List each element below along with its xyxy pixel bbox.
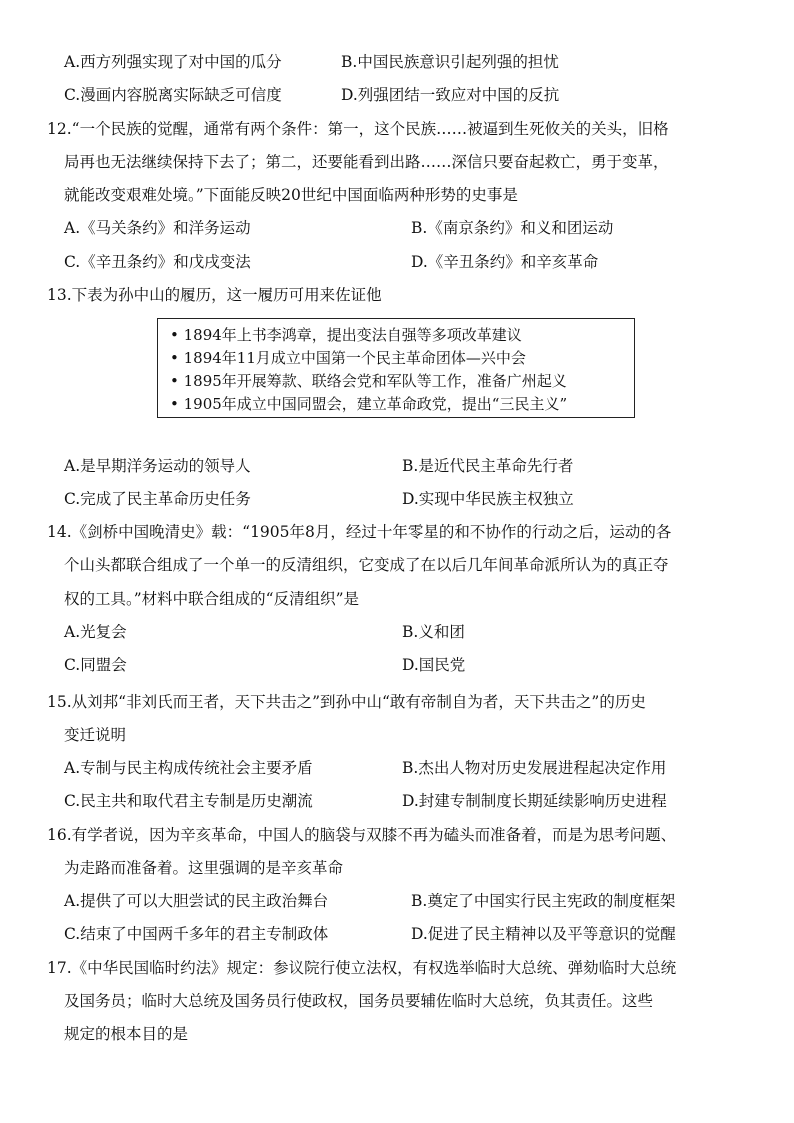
q11-option-c[interactable]: C.漫画内容脱离实际缺乏可信度 (64, 86, 282, 104)
q13-table-row: • 1894年11月成立中国第一个民主革命团体—兴中会 (170, 349, 526, 367)
q13-resume-table (157, 318, 635, 418)
q17-stem-line-2: 及国务员；临时大总统及国务员行使政权，国务员要辅佐临时大总统，负其责任。这些 (64, 992, 654, 1010)
q14-stem-line-2: 个山头都联合组成了一个单一的反清组织，它变成了在以后几年间革命派所认为的真正夺 (64, 556, 669, 574)
q15-option-c[interactable]: C.民主共和取代君主专制是历史潮流 (64, 792, 313, 810)
q13-stem-line-1: 13.下表为孙中山的履历，这一履历可用来佐证他 (47, 286, 382, 304)
q14-option-b[interactable]: B.义和团 (402, 623, 465, 641)
q17-stem-line-3: 规定的根本目的是 (64, 1025, 189, 1043)
q12-option-d[interactable]: D.《辛丑条约》和辛亥革命 (411, 253, 599, 271)
q12-stem-line-1: 12.“一个民族的觉醒，通常有两个条件：第一，这个民族……被逼到生死攸关的关头，旧格 (47, 120, 669, 138)
q14-option-d[interactable]: D.国民党 (402, 656, 466, 674)
q16-stem-line-1: 16.有学者说，因为辛亥革命，中国人的脑袋与双膝不再为磕头而准备着，而是为思考问题、 (47, 826, 677, 844)
q14-option-c[interactable]: C.同盟会 (64, 656, 127, 674)
q11-option-b[interactable]: B.中国民族意识引起列强的担忧 (341, 53, 559, 71)
q12-option-b[interactable]: B.《南京条约》和义和团运动 (411, 219, 614, 237)
q13-table-row: • 1905年成立中国同盟会，建立革命政党，提出“三民主义” (170, 395, 568, 413)
q14-option-a[interactable]: A.光复会 (64, 623, 127, 641)
q15-option-b[interactable]: B.杰出人物对历史发展进程起决定作用 (402, 759, 667, 777)
q15-stem-line-2: 变迁说明 (64, 726, 127, 744)
q13-option-d[interactable]: D.实现中华民族主权独立 (402, 490, 574, 508)
q14-stem-line-1: 14.《剑桥中国晚清史》载：“1905年8月，经过十年零星的和不协作的行动之后，运动的各 (47, 523, 672, 541)
q12-option-c[interactable]: C.《辛丑条约》和戊戌变法 (64, 253, 251, 271)
q12-option-a[interactable]: A.《马关条约》和洋务运动 (64, 219, 251, 237)
q11-option-d[interactable]: D.列强团结一致应对中国的反抗 (341, 86, 560, 104)
q12-stem-line-2: 局再也无法继续保持下去了；第二，还要能看到出路……深信只要奋起救亡，勇于变革， (64, 153, 669, 171)
q15-stem-line-1: 15.从刘邦“非刘氏而王者，天下共击之”到孙中山“敢有帝制自为者，天下共击之”的历史 (47, 693, 646, 711)
q13-option-b[interactable]: B.是近代民主革命先行者 (402, 457, 574, 475)
q16-option-b[interactable]: B.奠定了中国实行民主宪政的制度框架 (411, 892, 676, 910)
q15-option-a[interactable]: A.专制与民主构成传统社会主要矛盾 (64, 759, 313, 777)
q16-option-a[interactable]: A.提供了可以大胆尝试的民主政治舞台 (64, 892, 329, 910)
q16-option-c[interactable]: C.结束了中国两千多年的君主专制政体 (64, 925, 329, 943)
q16-stem-line-2: 为走路而准备着。这里强调的是辛亥革命 (64, 859, 344, 877)
q13-option-c[interactable]: C.完成了民主革命历史任务 (64, 490, 251, 508)
q14-stem-line-3: 权的工具。”材料中联合组成的“反清组织”是 (64, 590, 360, 608)
q17-stem-line-1: 17.《中华民国临时约法》规定：参议院行使立法权，有权选举临时大总统、弹劾临时大总统 (47, 959, 677, 977)
q15-option-d[interactable]: D.封建专制制度长期延续影响历史进程 (402, 792, 667, 810)
q13-table-row: • 1895年开展筹款、联络会党和军队等工作，准备广州起义 (170, 372, 567, 390)
q13-option-a[interactable]: A.是早期洋务运动的领导人 (64, 457, 251, 475)
q11-option-a[interactable]: A.西方列强实现了对中国的瓜分 (64, 53, 282, 71)
q16-option-d[interactable]: D.促进了民主精神以及平等意识的觉醒 (411, 925, 676, 943)
q13-table-row: • 1894年上书李鸿章，提出变法自强等多项改革建议 (170, 326, 522, 344)
q12-stem-line-3: 就能改变艰难处境。”下面能反映20世纪中国面临两种形势的史事是 (64, 186, 518, 204)
